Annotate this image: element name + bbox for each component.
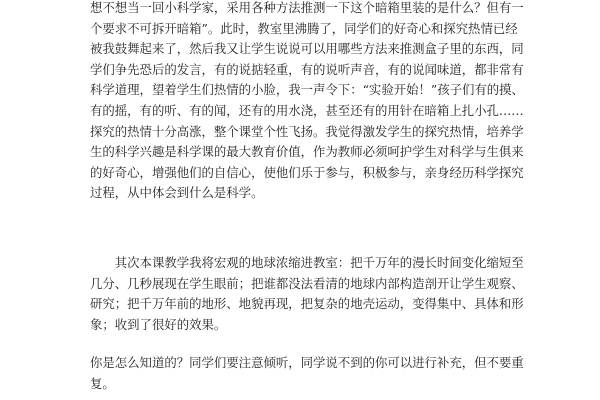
text-line: 研究；把千万年前的地形、地貌再现，把复杂的地壳运动，变得集中、具体和形	[90, 296, 524, 312]
text-line: 有的摇，有的听、有的闻，还有的用水浇，甚至还有的用针在暗箱上扎小孔……	[90, 102, 524, 118]
text-line: 科学道理，望着学生们热情的小脸，我一声令下：“实验开始！”孩子们有的摸、	[90, 82, 524, 98]
text-line: 个要求不可拆开暗箱”。此时，教室里沸腾了，同学们的好奇心和探究热情已经	[90, 20, 518, 36]
text-line: 你是怎么知道的？同学们要注意倾听，同学说不到的你可以进行补充，但不要重	[90, 355, 524, 370]
text-line: 过程，从中体会到什么是科学。	[90, 185, 264, 201]
text-line: 象；收到了很好的效果。	[90, 316, 227, 332]
paragraph-listening-prompt	[90, 353, 524, 394]
text-line: 想不想当一回小科学家，采用各种方法推测一下这个暗箱里装的是什么？但有一	[90, 0, 524, 15]
text-line: 生的科学兴趣是科学课的最大教育价值，作为教师必须呵护学生对科学与生俱来	[90, 144, 524, 160]
text-line: 学们争先恐后的发言，有的说掂轻重，有的说听声音，有的说闻味道，都非常有	[90, 61, 524, 77]
paragraph-earth-model	[90, 253, 524, 335]
paragraph-inquiry-activity	[90, 0, 524, 204]
text-line: 其次本课教学我将宏观的地球浓缩进教室：把千万年的漫长时间变化缩短至	[90, 255, 524, 270]
text-line: 被我鼓舞起来了，然后我又让学生说说可以用哪些方法来推测盒子里的东西，同	[90, 41, 524, 57]
text-line: 的好奇心，增强他们的自信心，使他们乐于参与，积极参与，亲身经历科学探究	[90, 164, 524, 180]
text-line: 探究的热情十分高涨，整个课堂个性飞扬。我觉得激发学生的探究热情，培养学	[90, 123, 524, 139]
text-line: 复。	[90, 375, 115, 391]
text-line: 几分、几秒展现在学生眼前；把谁都没法看清的地球内部构造剖开让学生观察、	[90, 275, 524, 291]
